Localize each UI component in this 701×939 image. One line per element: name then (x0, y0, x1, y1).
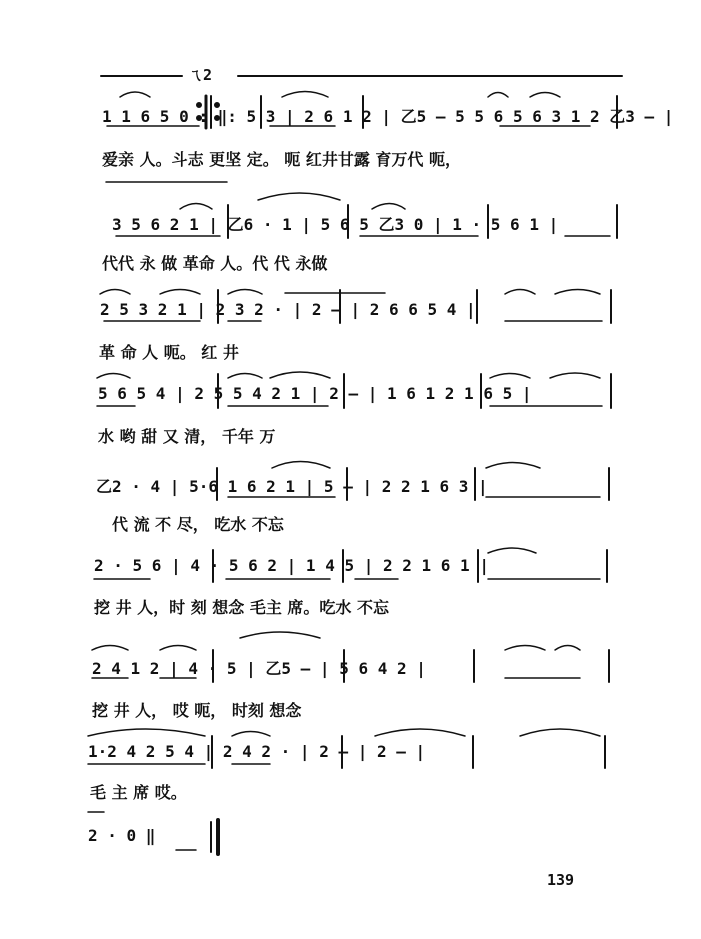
lyric-line-4: 水 哟 甜 又 清， 千年 万 (98, 427, 276, 446)
notation-line-1: 1 1 6 5 0 : ‖: 5 3 | 2 6 1 2 | 乙5 — 5 5 6 5 6 3 1 2 乙3 — | (102, 107, 674, 126)
lyric-line-3: 革 命 人 呃。 红 井 (99, 343, 239, 362)
lyric-line-1: 爱亲 人。斗志 更坚 定。 呃 红井甘露 育万代 呃， (102, 150, 461, 169)
lyric-line-6: 挖 井 人，时 刻 想念 毛主 席。吃水 不忘 (94, 598, 389, 617)
page-number: 139 (547, 871, 575, 889)
notation-line-5: 乙2 · 4 | 5·6 1 6 2 1 | 5 — | 2 2 1 6 3 | (96, 477, 488, 496)
tie-slur (282, 92, 328, 98)
lyric-line-7: 挖 井 人， 哎 呃， 时刻 想念 (92, 701, 302, 720)
final-barline (176, 820, 218, 854)
notation-line-2: 3 5 6 2 1 | 乙6 · 1 | 5 6 5 乙3 0 | 1 · 5 6 1 | (112, 215, 559, 234)
tie-slur (120, 92, 150, 97)
notation-line-8: 1·2 4 2 5 4 | 2 4 2 · | 2 — | 2 — | (88, 742, 426, 761)
notation-line-7: 2 4 1 2 | 4 · 5 | 乙5 — | 5 6 4 2 | (92, 659, 426, 678)
page-header: ㄟ2 (188, 66, 213, 84)
notation-line-4: 5 6 5 4 | 2 5 5 4 2 1 | 2 — | 1 6 1 2 1 6 5 | (98, 384, 532, 403)
notation-line-9: 2 · 0 ‖ (88, 826, 156, 845)
lyric-line-8: 毛 主 席 哎。 (90, 783, 187, 802)
notation-line-6: 2 · 5 6 | 4 · 5 6 2 | 1 4 5 | 2 2 1 6 1 | (94, 556, 489, 575)
tie-slur (488, 93, 508, 98)
lyric-line-2: 代代 永 做 革命 人。代 代 永做 (102, 254, 328, 273)
lyric-line-5: 代 流 不 尽， 吃水 不忘 (112, 515, 284, 534)
tie-slur (530, 93, 560, 98)
notation-line-3: 2 5 3 2 1 | 2 3 2 · | 2 — | 2 6 6 5 4 | (100, 300, 476, 319)
